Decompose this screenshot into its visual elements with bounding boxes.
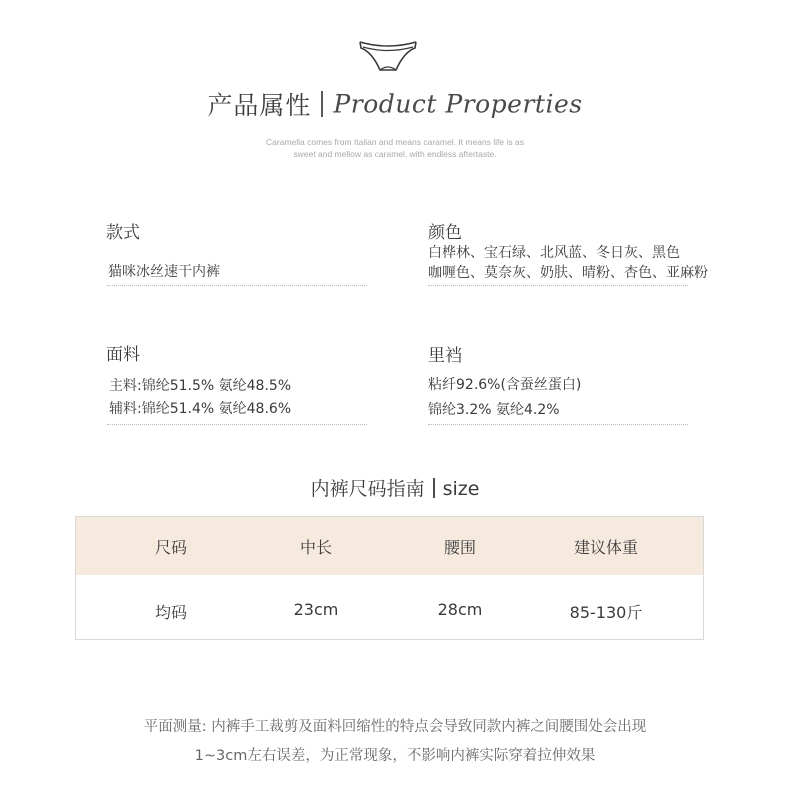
footnote-line-2: 1~3cm左右误差，为正常现象，不影响内裤实际穿着拉伸效果 xyxy=(194,748,596,764)
crotch-heading: 里裆 xyxy=(428,346,462,366)
table-cell-weight: 85-130斤 xyxy=(569,603,643,622)
briefs-icon xyxy=(358,38,418,74)
size-guide-title-en: size xyxy=(442,478,480,500)
style-divider xyxy=(107,285,367,286)
table-cell-waist: 28cm xyxy=(437,600,483,619)
size-table xyxy=(75,516,704,640)
size-guide-title-cn: 内裤尺码指南 xyxy=(310,478,425,500)
crotch-value-line-1: 粘纤92.6%(含蚕丝蛋白) xyxy=(428,377,582,393)
fabric-value-line-1: 主料:锦纶51.5% 氨纶48.5% xyxy=(109,378,292,394)
style-value: 猫咪冰丝速干内裤 xyxy=(108,264,220,280)
footnote-line-1: 平面测量: 内裤手工裁剪及面料回缩性的特点会导致同款内裤之间腰围处会出现 xyxy=(143,719,647,735)
header-waist: 腰围 xyxy=(443,538,476,557)
fabric-divider xyxy=(107,424,367,425)
color-divider xyxy=(428,285,688,286)
header-length: 中长 xyxy=(299,538,332,557)
title-en: Product Properties xyxy=(333,89,583,119)
table-cell-length: 23cm xyxy=(293,600,339,619)
fabric-value-line-2: 辅料:锦纶51.4% 氨纶48.6% xyxy=(109,401,292,417)
crotch-divider xyxy=(428,424,688,425)
title-divider xyxy=(321,91,323,117)
tagline-line-1: Caramella comes from Italian and means caramel. It means life is as xyxy=(266,137,524,147)
table-cell-size: 均码 xyxy=(154,603,187,622)
title-cn: 产品属性 xyxy=(207,91,312,120)
color-heading: 颜色 xyxy=(428,223,462,243)
size-guide-title-divider xyxy=(433,478,435,498)
color-value-line-1: 白桦林、宝石绿、北风蓝、冬日灰、黑色 xyxy=(428,245,680,261)
fabric-heading: 面料 xyxy=(106,345,140,365)
header-weight: 建议体重 xyxy=(573,538,638,557)
style-heading: 款式 xyxy=(106,223,140,243)
crotch-value-line-2: 锦纶3.2% 氨纶4.2% xyxy=(428,402,560,418)
tagline-line-2: sweet and mellow as caramel, with endless aftertaste. xyxy=(293,149,497,159)
color-value-line-2: 咖喱色、莫奈灰、奶肤、晴粉、杏色、亚麻粉 xyxy=(428,265,708,281)
size-guide-title xyxy=(0,474,790,501)
header-size: 尺码 xyxy=(154,538,187,557)
page-title xyxy=(0,86,790,126)
